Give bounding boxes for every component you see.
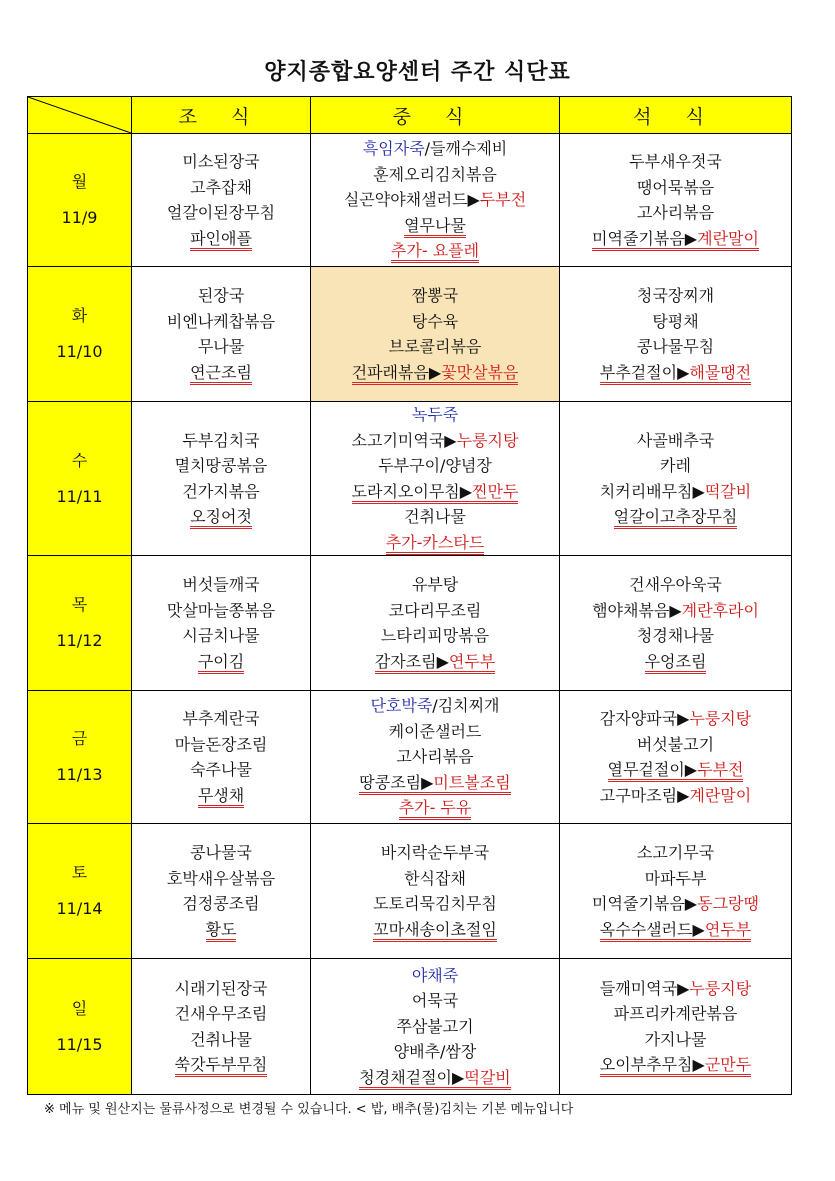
menu-item-text: 브로콜리볶음 (388, 337, 482, 356)
menu-item-text: 연두부 (704, 919, 752, 939)
arrow-icon: ▶ (692, 481, 705, 501)
menu-item-text: 얼갈이고추장무침 (613, 507, 738, 526)
menu-item-text: 떡갈비 (464, 1067, 511, 1087)
menu-item-text: 두부구이/양념장 (378, 456, 492, 475)
menu-item (311, 334, 559, 360)
menu-item-text: 두부전 (479, 190, 527, 210)
weekly-menu-table (27, 96, 792, 1095)
menu-item (132, 976, 310, 1002)
day-row (28, 267, 792, 402)
dinner-cell (560, 134, 792, 267)
menu-item (560, 283, 791, 309)
menu-item (560, 226, 791, 252)
day-label: 토 (71, 863, 88, 882)
menu-item-text: 버섯불고기 (636, 734, 715, 754)
menu-item (311, 213, 559, 239)
menu-item-text: /김치찌개 (432, 696, 500, 716)
menu-item-text: 훈제오리김치볶음 (373, 164, 497, 184)
menu-item-text: 콩나물국 (190, 843, 252, 862)
header-dinner: 석 식 (560, 97, 792, 134)
menu-item (560, 1052, 791, 1078)
arrow-icon: ▶ (459, 481, 473, 501)
menu-item (560, 840, 791, 866)
menu-item-text: 야채죽 (411, 965, 459, 985)
menu-item-text: 녹두죽 (411, 405, 459, 424)
arrow-icon: ▶ (677, 978, 690, 998)
lunch-cell (311, 267, 560, 402)
menu-item-text: 건취나물 (190, 1029, 252, 1049)
menu-item-text: 꼬마새송이초절임 (373, 919, 497, 939)
day-cell (28, 959, 132, 1095)
header-breakfast: 조 식 (132, 97, 311, 134)
menu-item (311, 530, 559, 556)
menu-item-text: 계란말이 (689, 785, 752, 805)
menu-item-text: 파프리카계란볶음 (613, 1004, 738, 1023)
menu-item (560, 504, 791, 530)
menu-item (132, 479, 310, 505)
page-title: 양지종합요양센터 주간 식단표 (264, 60, 571, 85)
menu-item (560, 453, 791, 479)
menu-item-text: 오이부추무침 (599, 1055, 693, 1074)
date-label: 11/9 (61, 208, 98, 227)
menu-item-text: 맛살마늘쫑볶음 (166, 600, 276, 620)
menu-item (311, 136, 559, 162)
breakfast-cell (132, 824, 311, 959)
arrow-icon: ▶ (684, 760, 698, 779)
arrow-icon: ▶ (677, 362, 690, 382)
menu-item-text: 들깨미역국 (599, 978, 678, 998)
menu-item (132, 453, 310, 479)
day-label: 월 (71, 172, 88, 191)
day-cell (28, 691, 132, 824)
menu-item (132, 504, 310, 530)
menu-item (132, 757, 310, 783)
menu-item-text: 짬뽕국 (411, 286, 459, 305)
menu-item-text: 열무겉절이 (607, 760, 685, 779)
menu-item-text: 탕수육 (411, 311, 459, 331)
menu-item (311, 1039, 559, 1065)
menu-item-text: 마파두부 (644, 868, 707, 888)
menu-item-text: 소고기무국 (636, 843, 715, 862)
date-label: 11/14 (56, 899, 103, 918)
menu-item (560, 706, 791, 732)
menu-item-text: 두부새우젓국 (629, 152, 722, 171)
menu-item (132, 226, 310, 252)
day-cell (28, 556, 132, 691)
menu-item (132, 866, 310, 892)
day-label: 일 (71, 998, 88, 1018)
menu-item (560, 649, 791, 675)
header-row (28, 97, 792, 134)
dinner-cell (560, 691, 792, 824)
menu-item (560, 598, 791, 624)
arrow-icon: ▶ (669, 600, 682, 620)
menu-item (132, 623, 310, 649)
menu-item (132, 783, 310, 809)
menu-item-text: 무나물 (197, 337, 245, 356)
lunch-cell (311, 824, 560, 959)
menu-item-text: 부추겉절이 (599, 362, 678, 382)
dinner-cell (560, 959, 792, 1095)
menu-item-text: 땅콩조림 (359, 772, 422, 792)
menu-item-text: 탕평채 (652, 311, 699, 331)
day-row (28, 402, 792, 556)
menu-item-text: 호박새우살볶음 (166, 868, 276, 888)
lunch-cell (311, 691, 560, 824)
menu-item-text: 바지락순두부국 (380, 843, 490, 862)
menu-item (132, 149, 310, 175)
menu-item-text: 건취나물 (404, 507, 466, 526)
menu-item-text: 유부탕 (411, 575, 459, 594)
breakfast-cell (132, 556, 311, 691)
menu-item-text: 감자조림 (374, 651, 437, 671)
lunch-cell (311, 959, 560, 1095)
menu-item (132, 283, 310, 309)
menu-item (311, 402, 559, 428)
day-cell (28, 402, 132, 556)
menu-item-text: 고사리볶음 (396, 747, 474, 767)
menu-item-text: 양배추/쌈장 (393, 1042, 477, 1062)
arrow-icon: ▶ (692, 919, 705, 939)
dinner-cell (560, 267, 792, 402)
menu-item (132, 175, 310, 201)
menu-item-text: 옥수수샐러드 (599, 919, 693, 939)
menu-item-text: 꽃맛살볶음 (441, 362, 519, 382)
menu-item-text: 열무나물 (404, 215, 466, 235)
menu-item-text: 청경채나물 (636, 626, 715, 645)
menu-item-text: 도토리묵김치무침 (373, 894, 497, 913)
arrow-icon: ▶ (436, 651, 449, 671)
menu-item (132, 649, 310, 675)
menu-item (311, 1014, 559, 1040)
day-row (28, 824, 792, 959)
date-label: 11/11 (56, 486, 103, 506)
date-label: 11/15 (56, 1034, 103, 1054)
menu-item (311, 917, 559, 943)
menu-item-text: 얼갈이된장무침 (166, 203, 276, 222)
breakfast-cell (132, 959, 311, 1095)
menu-item (311, 238, 559, 264)
menu-item-text: 된장국 (197, 286, 245, 305)
menu-item (311, 795, 559, 821)
day-row (28, 959, 792, 1095)
menu-item-text: 감자양파국 (599, 709, 678, 728)
menu-item (311, 453, 559, 479)
menu-item-text: 황도 (205, 919, 237, 939)
menu-item-text: 햄야채볶음 (592, 600, 670, 620)
menu-item-text: 무생채 (197, 785, 245, 805)
arrow-icon: ▶ (677, 785, 690, 805)
menu-item-text: 치커리배무침 (599, 481, 693, 501)
menu-item (132, 1001, 310, 1027)
menu-item-text: 동그랑땡 (697, 894, 759, 913)
menu-item-text: 추가-카스타드 (385, 532, 485, 552)
menu-item (311, 770, 559, 796)
menu-item (311, 187, 559, 213)
menu-item (560, 891, 791, 917)
menu-item (311, 598, 559, 624)
day-cell (28, 267, 132, 402)
menu-item (311, 719, 559, 745)
menu-item-text: 파인애플 (190, 228, 252, 248)
arrow-icon: ▶ (684, 894, 698, 913)
dinner-cell (560, 556, 792, 691)
menu-item-text: 부추계란국 (182, 709, 260, 728)
menu-item-text: 연두부 (448, 651, 496, 671)
menu-item (311, 891, 559, 917)
menu-item-text: 시래기된장국 (174, 978, 268, 998)
menu-item-text: 쑥갓두부무침 (174, 1055, 268, 1074)
menu-item-text: 검정콩조림 (182, 894, 260, 913)
menu-item-text: 시금치나물 (182, 626, 260, 645)
lunch-cell (311, 556, 560, 691)
menu-item (560, 1001, 791, 1027)
menu-item-text: 구이김 (197, 651, 245, 671)
menu-item (560, 200, 791, 226)
diagonal-divider (28, 97, 131, 133)
arrow-icon: ▶ (467, 190, 480, 210)
menu-item-text: 건가지볶음 (182, 481, 260, 501)
menu-item (132, 428, 310, 454)
day-label: 수 (71, 450, 88, 470)
header-lunch: 중 식 (311, 97, 560, 134)
menu-item (132, 360, 310, 386)
day-label: 목 (71, 595, 88, 614)
menu-item (132, 572, 310, 598)
menu-item-text: /들깨수제비 (424, 139, 508, 159)
menu-item-text: 미트볼조림 (433, 772, 511, 792)
menu-item-text: 한식잡채 (404, 868, 466, 888)
date-label: 11/10 (56, 342, 103, 361)
menu-item-text: 도라지오이무침 (351, 481, 460, 501)
menu-item (311, 623, 559, 649)
arrow-icon: ▶ (677, 709, 690, 728)
menu-item-text: 우엉조림 (644, 651, 707, 671)
lunch-cell (311, 402, 560, 556)
menu-item-text: 비엔나케찹볶음 (166, 311, 276, 331)
menu-item-text: 누룽지탕 (456, 430, 519, 450)
menu-item (560, 783, 791, 809)
menu-item-text: 콩나물무침 (636, 337, 715, 356)
menu-item (311, 649, 559, 675)
menu-item (132, 917, 310, 943)
menu-item-text: 버섯들깨국 (182, 575, 260, 594)
date-label: 11/12 (56, 631, 103, 650)
day-row (28, 691, 792, 824)
day-cell (28, 134, 132, 267)
menu-item-text: 미역줄기볶음 (592, 894, 685, 913)
menu-item-text: 연근조림 (190, 362, 252, 382)
menu-item-text: 청국장찌개 (636, 286, 715, 305)
menu-item-text: 고추잡채 (190, 177, 252, 197)
dinner-cell (560, 402, 792, 556)
menu-item-text: 두부전 (697, 760, 744, 779)
menu-item-text: 오징어젓 (190, 507, 252, 526)
menu-item-text: 미소된장국 (182, 152, 260, 171)
menu-item (311, 504, 559, 530)
menu-item-text: 땡어묵볶음 (636, 177, 715, 197)
menu-item-text: 미역줄기볶음 (592, 228, 685, 248)
menu-item-text: 사골배추국 (636, 430, 715, 450)
menu-item-text: 쭈삼불고기 (396, 1016, 474, 1036)
menu-item (311, 1065, 559, 1091)
menu-item (560, 360, 791, 386)
day-row (28, 134, 792, 267)
menu-item-text: 숙주나물 (190, 760, 252, 779)
menu-item-text: 누룽지탕 (689, 978, 752, 998)
menu-item-text: 고구마조림 (599, 785, 678, 805)
breakfast-cell (132, 402, 311, 556)
menu-item (560, 479, 791, 505)
menu-item (311, 988, 559, 1014)
menu-item-text: 추가- 두유 (398, 798, 472, 818)
menu-item (560, 1027, 791, 1053)
menu-item-text: 건파래볶음 (351, 362, 429, 382)
menu-item (132, 840, 310, 866)
menu-item (560, 428, 791, 454)
date-label: 11/13 (56, 765, 103, 784)
menu-item (311, 744, 559, 770)
menu-item-text: 해물땡전 (689, 362, 752, 382)
day-label: 화 (71, 306, 88, 325)
menu-item (560, 623, 791, 649)
menu-item-text: 건새우아욱국 (629, 575, 722, 594)
menu-item (311, 840, 559, 866)
menu-item (560, 572, 791, 598)
menu-item-text: 마늘돈장조림 (174, 734, 268, 754)
menu-item (560, 175, 791, 201)
menu-item (560, 334, 791, 360)
menu-item-text: 추가- 요플레 (390, 241, 480, 261)
arrow-icon: ▶ (684, 228, 698, 248)
menu-item (560, 149, 791, 175)
menu-item-text: 떡갈비 (704, 481, 752, 501)
menu-item (132, 200, 310, 226)
breakfast-cell (132, 134, 311, 267)
menu-item (132, 309, 310, 335)
menu-item-text: 단호박죽 (370, 696, 433, 716)
menu-item (311, 162, 559, 188)
day-row (28, 556, 792, 691)
menu-item (132, 706, 310, 732)
menu-item (132, 732, 310, 758)
corner-cell (28, 97, 132, 134)
menu-item (311, 428, 559, 454)
menu-item-text: 찐만두 (472, 481, 519, 501)
menu-item (560, 732, 791, 758)
menu-item-text: 느타리피망볶음 (380, 626, 490, 645)
menu-item (132, 1052, 310, 1078)
menu-item-text: 어묵국 (411, 991, 459, 1011)
menu-item (132, 1027, 310, 1053)
menu-item-text: 건새우무조림 (174, 1004, 268, 1023)
arrow-icon: ▶ (444, 430, 457, 450)
menu-item (311, 283, 559, 309)
menu-item (132, 598, 310, 624)
arrow-icon: ▶ (421, 772, 434, 792)
lunch-cell (311, 134, 560, 267)
menu-item-text: 두부김치국 (182, 430, 260, 450)
menu-item (311, 479, 559, 505)
day-cell (28, 824, 132, 959)
menu-item-text: 누룽지탕 (689, 709, 752, 728)
menu-item (560, 309, 791, 335)
menu-item-text: 소고기미역국 (351, 430, 445, 450)
menu-item-text: 청경채겉절이 (359, 1067, 453, 1087)
menu-item (560, 866, 791, 892)
menu-item (132, 334, 310, 360)
menu-item-text: 계란후라이 (681, 600, 759, 620)
dinner-cell (560, 824, 792, 959)
arrow-icon: ▶ (428, 362, 442, 382)
menu-item-text: 가지나물 (644, 1029, 707, 1049)
menu-item (311, 309, 559, 335)
menu-item (311, 693, 559, 719)
breakfast-cell (132, 691, 311, 824)
menu-item-text: 고사리볶음 (636, 203, 715, 222)
day-label: 금 (71, 729, 88, 748)
breakfast-cell (132, 267, 311, 402)
menu-item (311, 963, 559, 989)
menu-item (311, 572, 559, 598)
menu-item (560, 976, 791, 1002)
menu-item (311, 360, 559, 386)
menu-item (311, 866, 559, 892)
menu-item-text: 카레 (660, 456, 691, 475)
menu-item-text: 실곤약야채샐러드 (343, 190, 468, 210)
menu-item-text: 계란말이 (697, 228, 759, 248)
menu-item (560, 757, 791, 783)
menu-item-text: 케이준샐러드 (388, 721, 482, 741)
menu-item-text: 코다리무조림 (388, 600, 482, 620)
menu-item (132, 891, 310, 917)
menu-item-text: 흑임자죽 (362, 139, 425, 159)
arrow-icon: ▶ (692, 1055, 705, 1074)
menu-item (560, 917, 791, 943)
menu-item-text: 군만두 (704, 1055, 752, 1074)
footer-note: ※ 메뉴 및 원산지는 물류사정으로 변경될 수 있습니다. < 밥, 배추(물)김치는 기본 메뉴입니다 (44, 1102, 574, 1117)
menu-item-text: 멸치땅콩볶음 (174, 456, 268, 475)
arrow-icon: ▶ (452, 1067, 465, 1087)
